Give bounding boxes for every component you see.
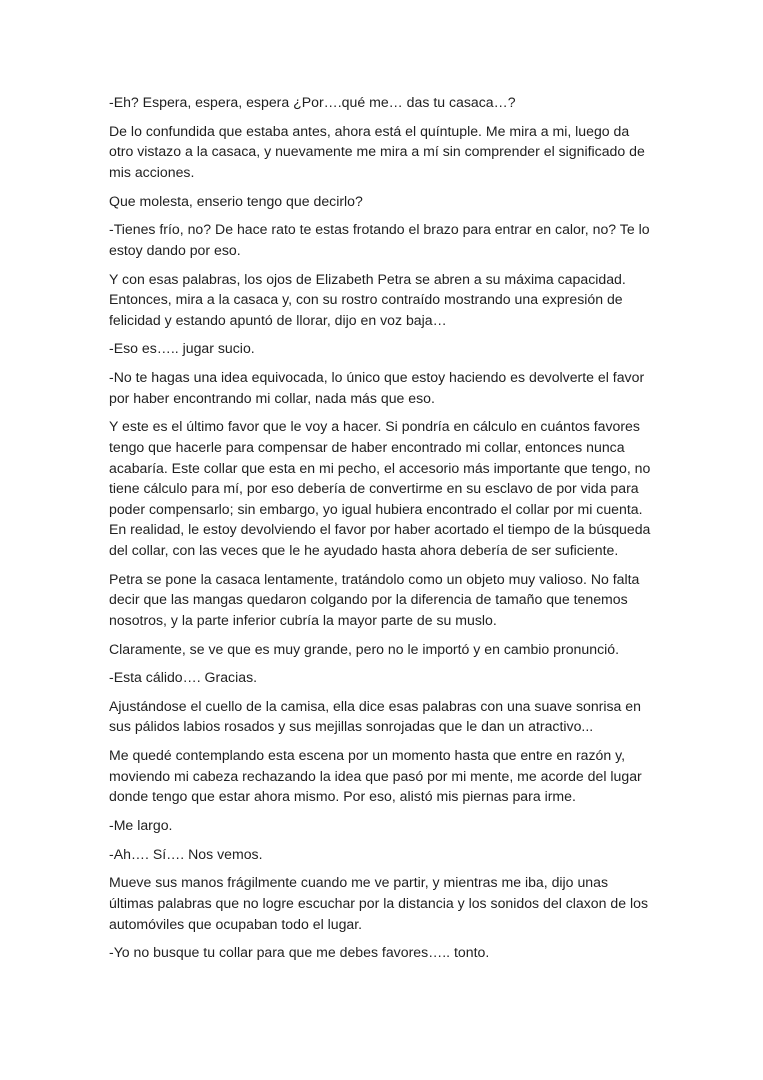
paragraph-4: -Tienes frío, no? De hace rato te estas frotando el brazo para entrar en calor, no? Te lo estoy dando por eso. [109, 221, 650, 258]
paragraph-12: Ajustándose el cuello de la camisa, ella dice esas palabras con una suave sonrisa en sus pálidos labios rosados y sus mejillas sonrojadas que le dan un atractivo... [109, 697, 641, 735]
paragraph-5: Y con esas palabras, los ojos de Elizabeth Petra se abren a su máxima capacidad. Entonces, mira a la casaca y, con su rostro contraído mostrando una expresión de felicidad y estando apuntó de llorar, dijo en voz baja… [109, 270, 626, 328]
paragraph-6: -Eso es….. jugar sucio. [109, 340, 255, 357]
paragraph-7: -No te hagas una idea equivocada, lo único que estoy haciendo es devolverte el favor por haber encontrando mi collar, nada más que eso. [109, 369, 645, 406]
document-body [109, 92, 655, 963]
paragraph-2: De lo confundida que estaba antes, ahora está el quíntuple. Me mira a mi, luego da otro vistazo a la casaca, y nuevamente me mira a mí sin comprender el significado de mis acciones. [109, 122, 645, 180]
paragraph-9: Petra se pone la casaca lentamente, tratándolo como un objeto muy valioso. No falta decir que las mangas quedaron colgando por la diferencia de tamaño que tenemos nosotros, y la parte inferior cubría la mayor parte de su muslo. [109, 570, 640, 628]
paragraph-16: Mueve sus manos frágilmente cuando me ve partir, y mientras me iba, dijo unas últimas palabras que no logre escuchar por la distancia y los sonidos del claxon de los automóviles que ocupaban todo el lugar. [109, 874, 649, 932]
paragraph-13: Me quedé contemplando esta escena por un momento hasta que entre en razón y, moviendo mi cabeza rechazando la idea que pasó por mi mente, me acorde del lugar donde tengo que estar ahora mismo. Por eso, alistó mis piernas para irme. [109, 747, 642, 805]
paragraph-15: -Ah…. Sí…. Nos vemos. [109, 845, 263, 862]
paragraph-14: -Me largo. [109, 817, 173, 834]
paragraph-17: -Yo no busque tu collar para que me debes favores….. tonto. [109, 944, 490, 961]
paragraph-11: -Esta cálido…. Gracias. [109, 669, 258, 686]
paragraph-8: Y este es el último favor que le voy a hacer. Si pondría en cálculo en cuántos favores tengo que hacerle para compensar de haber encontrado mi collar, entonces nunca acabaría. Este collar que esta en mi pecho, el accesorio más importante que tengo, no tiene cálculo para mí, por eso debería de convertirme en su esclavo de por vida para poder compensarlo; sin embargo, yo igual hubiera encontrado el collar por mi cuenta. En realidad, le estoy devolviendo el favor por haber acortado el tiempo de la búsqueda del collar, con las veces que le he ayudado hasta ahora debería de ser suficiente. [109, 418, 651, 558]
paragraph-10: Claramente, se ve que es muy grande, pero no le importó y en cambio pronunció. [109, 640, 620, 657]
paragraph-1: -Eh? Espera, espera, espera ¿Por….qué me… das tu casaca…? [109, 94, 516, 110]
paragraph-3: Que molesta, enserio tengo que decirlo? [109, 192, 363, 209]
